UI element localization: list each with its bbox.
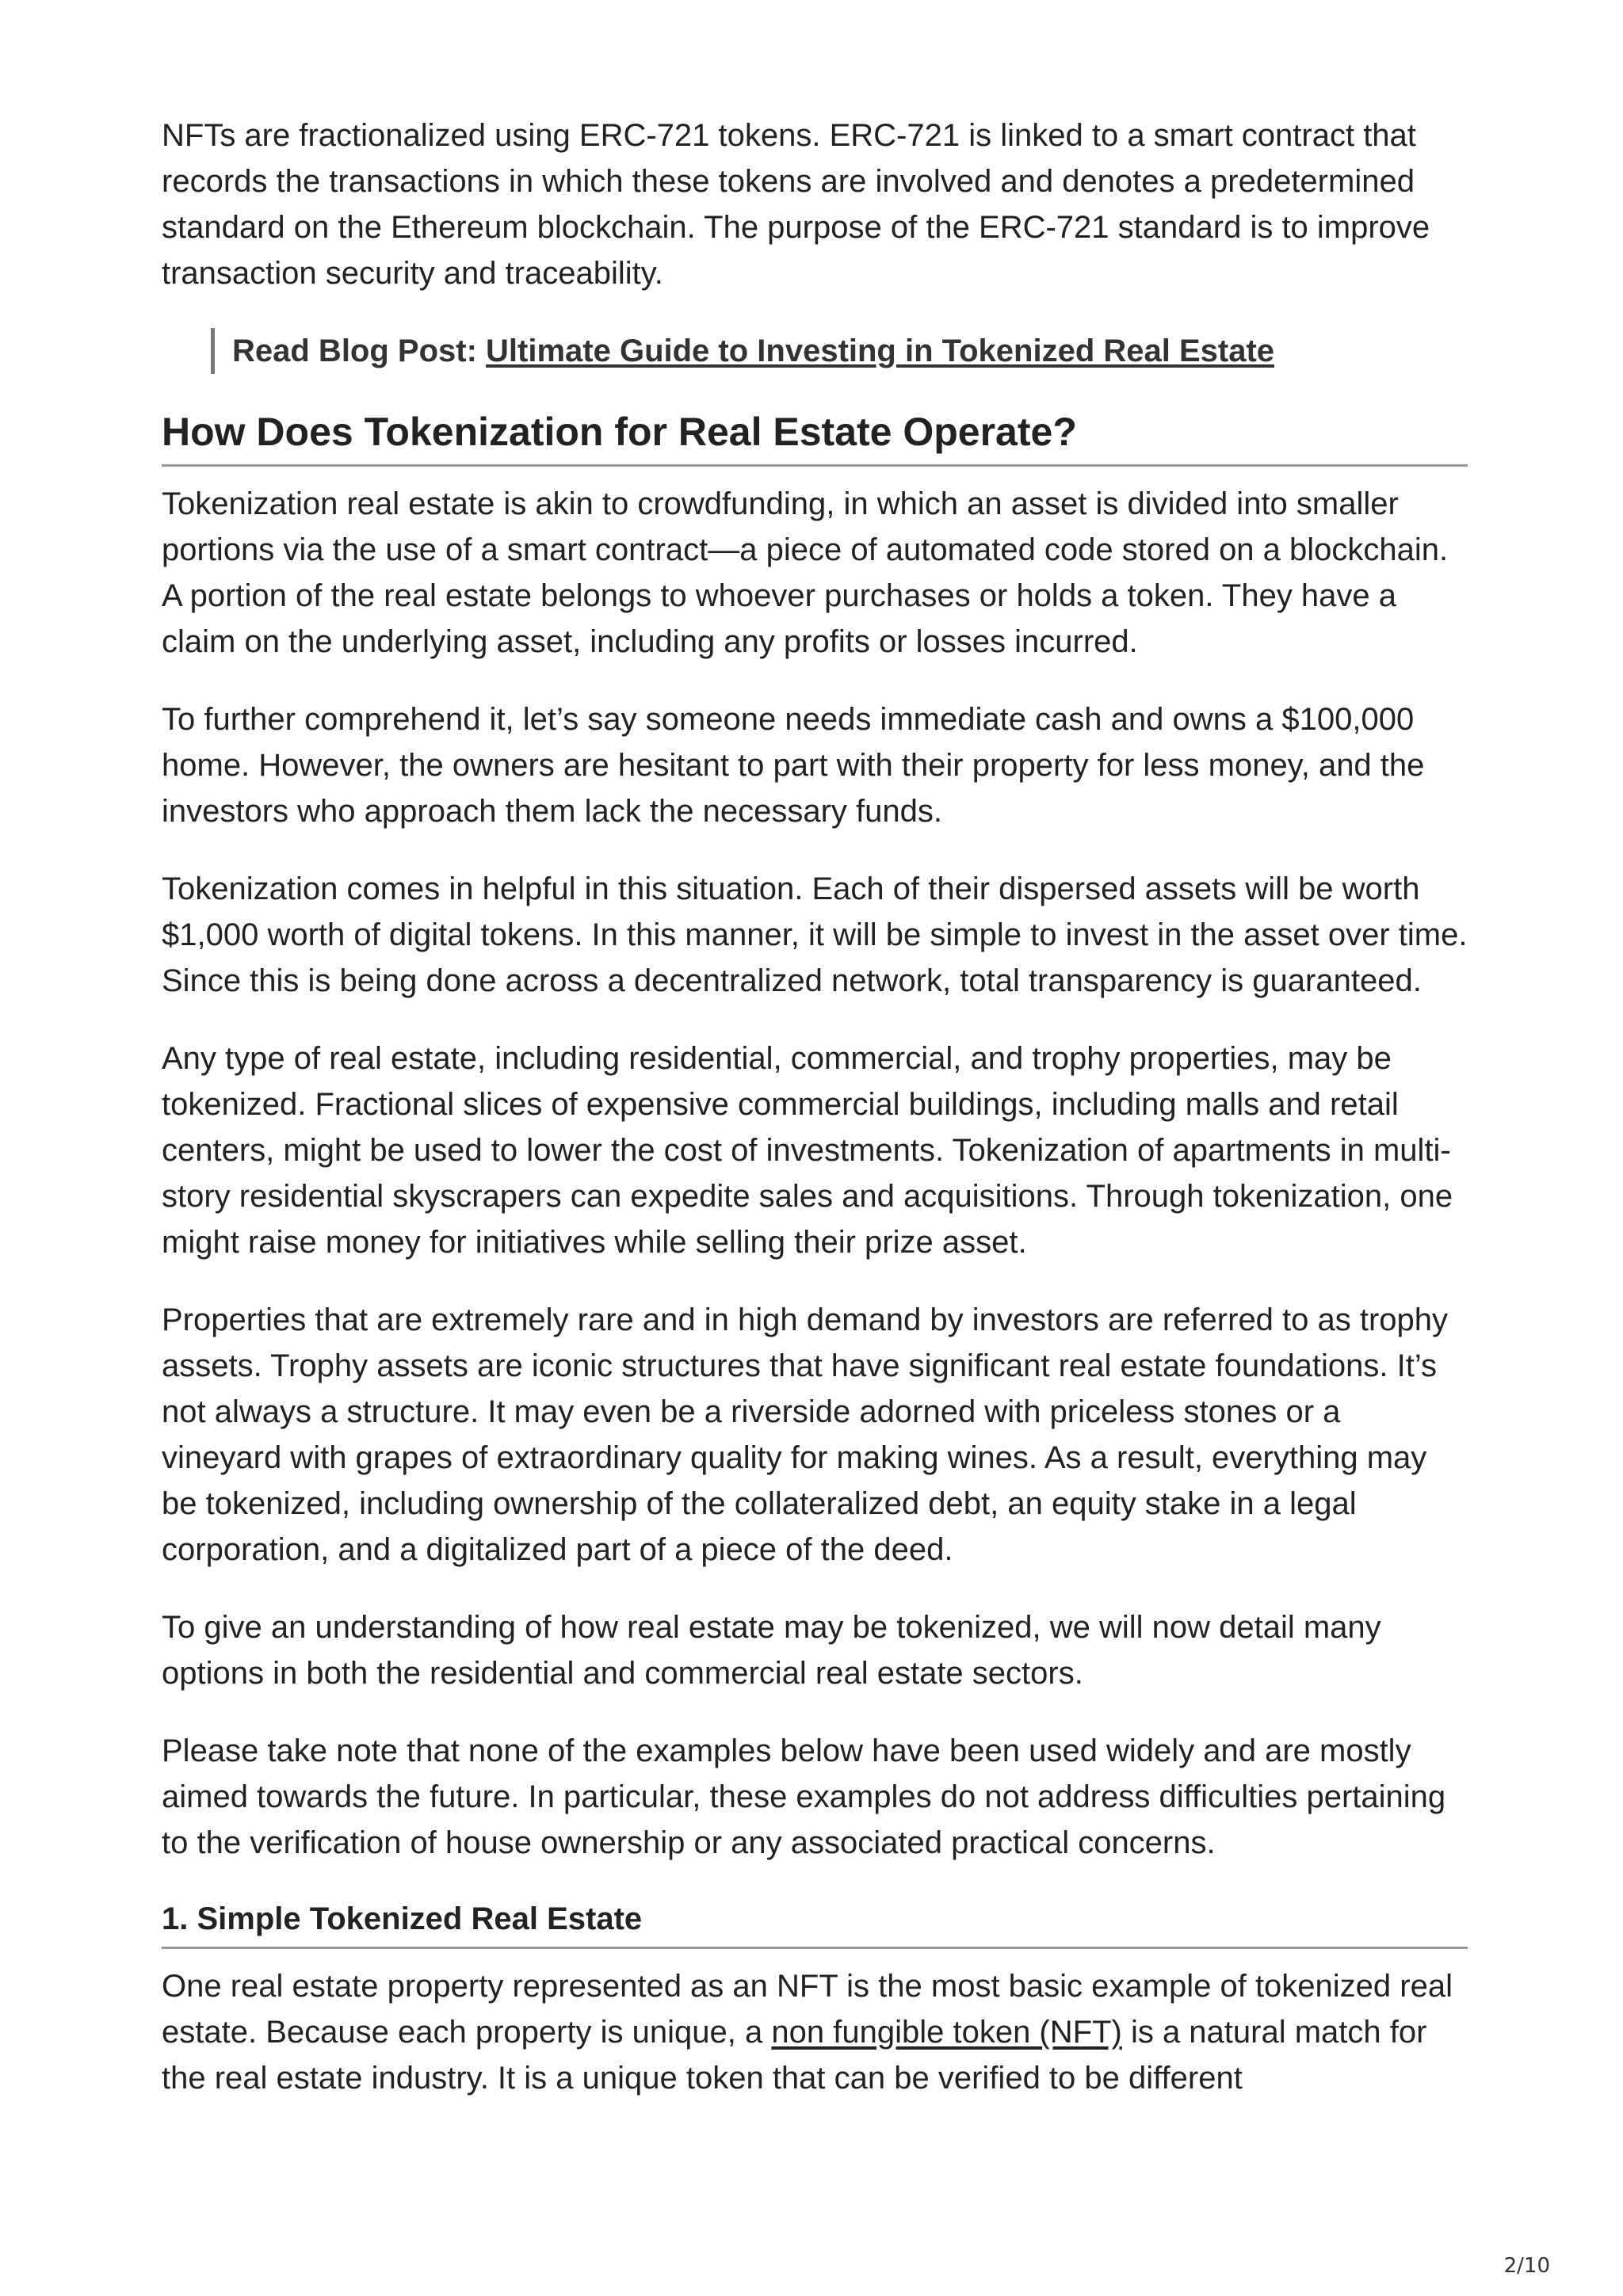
paragraph-understanding: To give an understanding of how real estate may be tokenized, we will now detail many options in both the residential and commercial real estate sectors.: [162, 1610, 1381, 1691]
subsection-heading: 1. Simple Tokenized Real Estate: [162, 1897, 1468, 1949]
paragraph-simple-tokenized: [162, 1963, 1468, 2101]
paragraph-real-estate-types: Any type of real estate, including residential, commercial, and trophy properties, may be tokenized. Fractional slices of expensive commercial buildings, including malls and retail centers, might be used to lower the cost of investments. Tokenization of apartments in multi-story residential skyscrapers can expedite sales and acquisitions. Through tokenization, one might raise money for initiatives while selling their prize asset.: [162, 1041, 1453, 1260]
section-heading: How Does Tokenization for Real Estate Operate?: [162, 406, 1468, 467]
page-number: 2/10: [1503, 2254, 1550, 2278]
paragraph-example-home: To further comprehend it, let’s say someone needs immediate cash and owns a $100,000 home. However, the owners are hesitant to part with their property for less money, and the investors who approach them lack the necessary funds.: [162, 702, 1425, 829]
blog-post-callout: [211, 328, 1468, 374]
article-body: [162, 113, 1468, 2133]
nft-link[interactable]: non fungible token (NFT): [771, 2015, 1122, 2050]
paragraph-note: Please take note that none of the examples below have been used widely and are mostly aimed towards the future. In particular, these examples do not address difficulties pertaining to the verification of house ownership or any associated practical concerns.: [162, 1733, 1446, 1860]
paragraph-text-before-link: One real estate property represented as an NFT is the most basic example of tokenized real estate. Because each property is unique, a: [162, 1969, 1453, 2050]
paragraph-text-after-link: is a natural match for the real estate industry. It is a unique token that can be verified to be different: [162, 2015, 1427, 2096]
paragraph-crowdfunding: Tokenization real estate is akin to crowdfunding, in which an asset is divided into smaller portions via the use of a smart contract—a piece of automated code stored on a blockchain. A portion of the real estate belongs to whoever purchases or holds a token. They have a claim on the underlying asset, including any profits or losses incurred.: [162, 486, 1449, 659]
blog-post-link[interactable]: Ultimate Guide to Investing in Tokenized Real Estate: [486, 334, 1275, 368]
paragraph-tokenization-helpful: Tokenization comes in helpful in this situation. Each of their dispersed assets will be worth $1,000 worth of digital tokens. In this manner, it will be simple to invest in the asset over time. Since this is being done across a decentralized network, total transparency is guaranteed.: [162, 871, 1468, 998]
paragraph-erc721: NFTs are fractionalized using ERC-721 tokens. ERC-721 is linked to a smart contract that records the transactions in which these tokens are involved and denotes a predetermined standard on the Ethereum blockchain. The purpose of the ERC-721 standard is to improve transaction security and traceability.: [162, 118, 1430, 291]
callout-label: Read Blog Post:: [232, 334, 487, 368]
paragraph-trophy-assets: Properties that are extremely rare and in high demand by investors are referred to as trophy assets. Trophy assets are iconic structures that have significant real estate foundations. It’s not always a structure. It may even be a riverside adorned with priceless stones or a vineyard with grapes of extraordinary quality for making wines. As a result, everything may be tokenized, including ownership of the collateralized debt, an equity stake in a legal corporation, and a digitalized part of a piece of the deed.: [162, 1302, 1449, 1567]
